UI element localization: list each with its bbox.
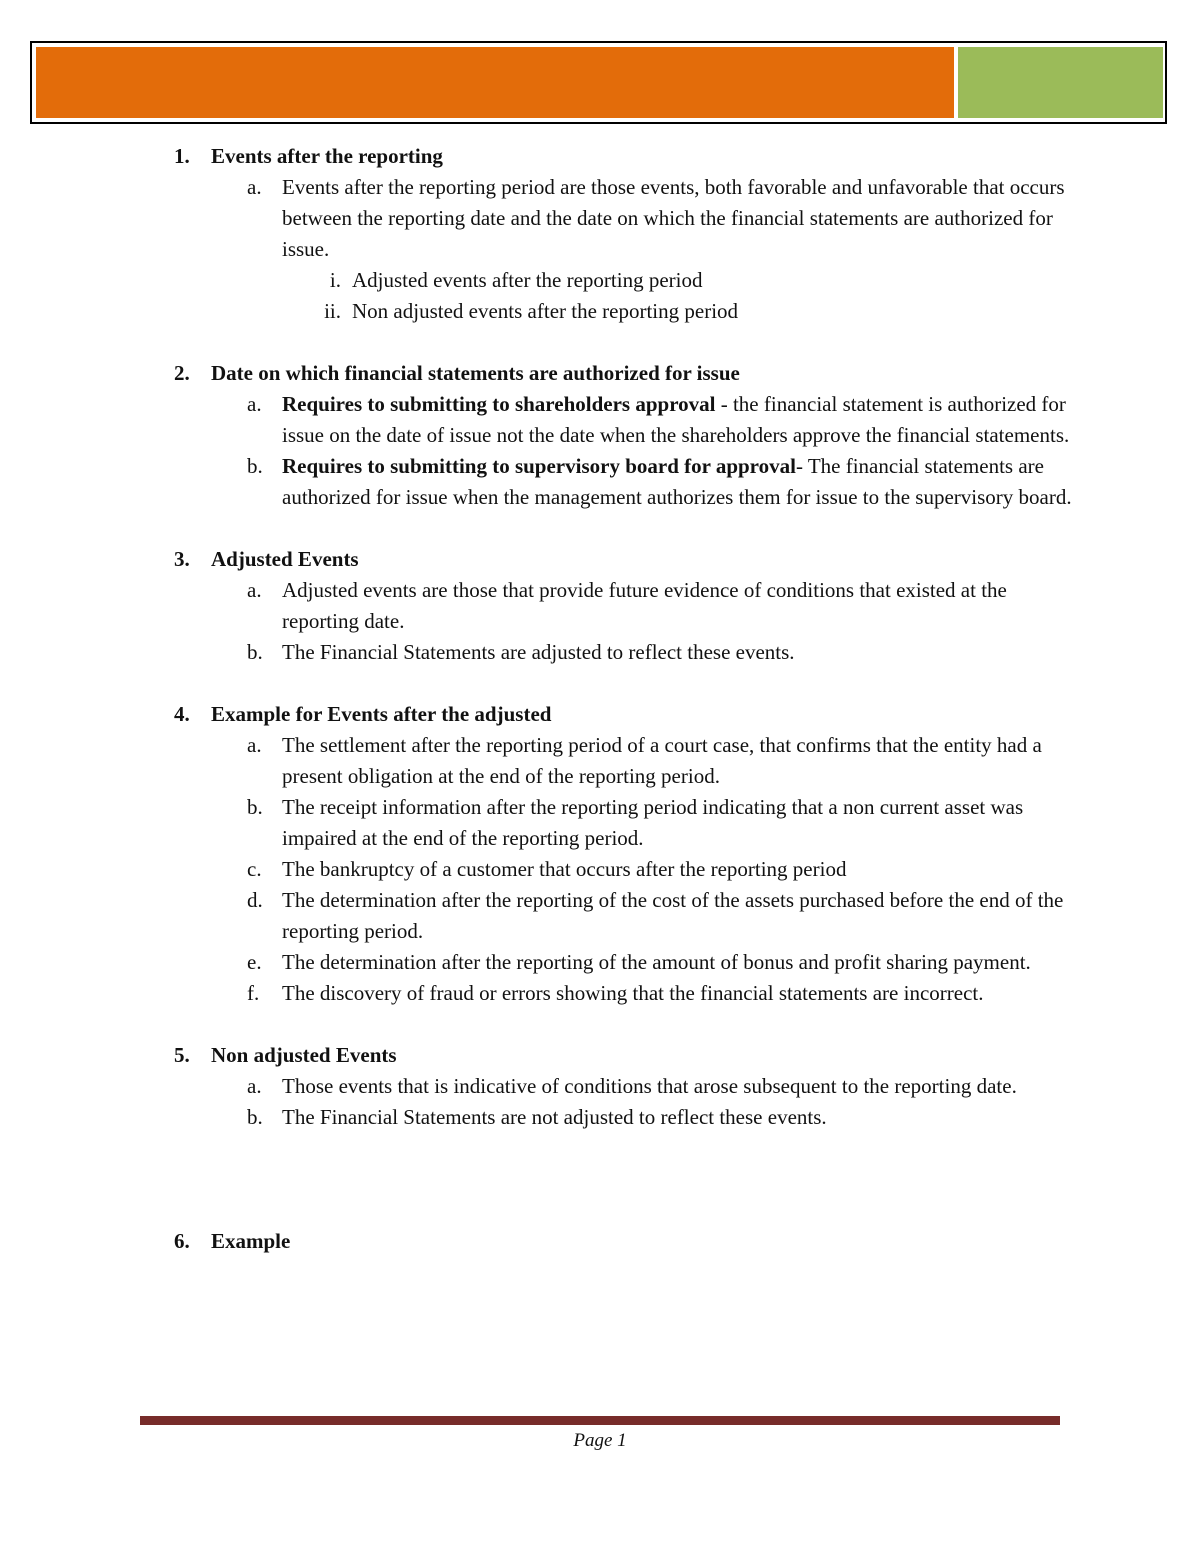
item-text: Those events that is indicative of conditions that arose subsequent to the reporting date. [282, 1074, 1017, 1098]
item-text: The receipt information after the reporting period indicating that a non current asset was impaired at the end of the reporting period. [282, 795, 1024, 850]
section-heading [174, 544, 1074, 575]
item-letter: a. [247, 578, 262, 602]
header-green-block [958, 47, 1163, 118]
item-text: The discovery of fraud or errors showing that the financial statements are incorrect. [282, 981, 984, 1005]
item-letter: d. [247, 888, 263, 912]
section-number: 1. [174, 144, 190, 168]
sub-item-number: i. [329, 268, 341, 292]
item-text: The bankruptcy of a customer that occurs after the reporting period [282, 857, 847, 881]
list-item [174, 575, 1074, 637]
list-item [174, 947, 1074, 978]
item-letter: e. [247, 950, 262, 974]
document-body [174, 141, 1074, 1288]
list-item [174, 637, 1074, 668]
section-4 [174, 699, 1074, 1009]
section-title: Example for Events after the adjusted [211, 702, 552, 726]
list-item [174, 885, 1074, 947]
item-letter: f. [247, 981, 260, 1005]
item-text: The Financial Statements are not adjusted to reflect these events. [282, 1105, 827, 1129]
sub-item-text: Non adjusted events after the reporting period [352, 299, 739, 323]
item-letter: b. [247, 795, 263, 819]
list-item [174, 792, 1074, 854]
section-heading [174, 358, 1074, 389]
section-heading [174, 1040, 1074, 1071]
item-letter: a. [247, 175, 262, 199]
section-heading [174, 1226, 1074, 1257]
item-letter: b. [247, 454, 263, 478]
item-text: - The financial statements are authorized for issue when the management authorizes them for issue to the supervisory board. [282, 454, 1072, 509]
section-5 [174, 1040, 1074, 1133]
section-number: 4. [174, 702, 190, 726]
footer-rule [140, 1416, 1060, 1425]
section-title: Adjusted Events [211, 547, 359, 571]
list-item [174, 730, 1074, 792]
sub-item-number: ii. [324, 299, 341, 323]
list-item [174, 978, 1074, 1009]
page-number: Page 1 [573, 1430, 627, 1451]
item-letter: b. [247, 640, 263, 664]
item-letter: a. [247, 1074, 262, 1098]
header-orange-block [36, 47, 954, 118]
sub-list-item [174, 296, 1074, 327]
section-heading [174, 141, 1074, 172]
item-letter: c. [247, 857, 262, 881]
sub-item-text: Adjusted events after the reporting period [352, 268, 703, 292]
item-text: The determination after the reporting of the cost of the assets purchased before the end of the reporting period. [282, 888, 1064, 943]
section-3 [174, 544, 1074, 668]
item-letter: b. [247, 1105, 263, 1129]
section-number: 2. [174, 361, 190, 385]
header-banner [30, 41, 1167, 124]
item-text: - the financial statement is authorized for issue on the date of issue not the date when the shareholders approve the financial statements. [282, 392, 1070, 447]
list-item [174, 1102, 1074, 1133]
list-item [174, 389, 1074, 451]
item-text: Events after the reporting period are those events, both favorable and unfavorable that occurs between the reporting date and the date on which the financial statements are authorized for issue. [282, 175, 1065, 261]
section-1 [174, 141, 1074, 327]
list-item [174, 172, 1074, 265]
list-item [174, 854, 1074, 885]
item-lead: Requires to submitting to supervisory board for approval [282, 454, 796, 478]
item-text: The determination after the reporting of the amount of bonus and profit sharing payment. [282, 950, 1031, 974]
item-letter: a. [247, 392, 262, 416]
section-number: 3. [174, 547, 190, 571]
item-lead: Requires to submitting to shareholders approval [282, 392, 716, 416]
list-item [174, 1071, 1074, 1102]
section-6 [174, 1226, 1074, 1257]
item-letter: a. [247, 733, 262, 757]
item-text: The settlement after the reporting period of a court case, that confirms that the entity had a present obligation at the end of the reporting period. [282, 733, 1042, 788]
item-text: Adjusted events are those that provide future evidence of conditions that existed at the reporting date. [282, 578, 1007, 633]
section-title: Example [211, 1229, 291, 1253]
section-number: 6. [174, 1229, 190, 1253]
sub-list-item [174, 265, 1074, 296]
section-number: 5. [174, 1043, 190, 1067]
section-heading [174, 699, 1074, 730]
item-text: The Financial Statements are adjusted to reflect these events. [282, 640, 795, 664]
section-title: Non adjusted Events [211, 1043, 397, 1067]
list-item [174, 451, 1074, 513]
section-2 [174, 358, 1074, 513]
section-title: Events after the reporting [211, 144, 443, 168]
section-title: Date on which financial statements are authorized for issue [211, 361, 740, 385]
